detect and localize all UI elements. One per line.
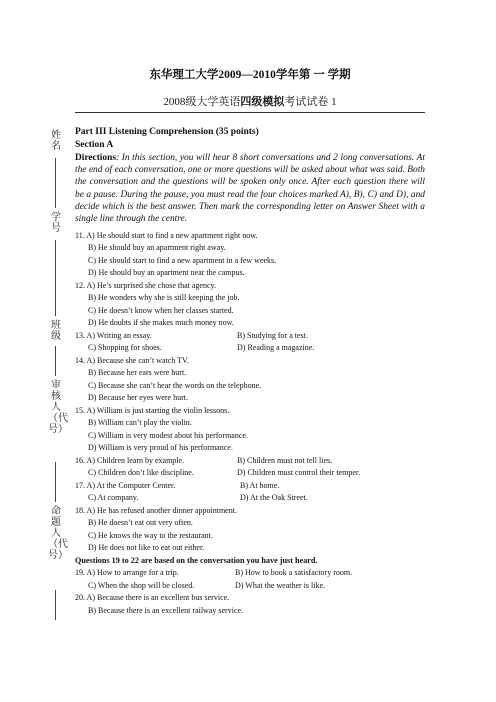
q18-option-a: 18. A) He has refused another dinner appointment. [75,506,237,515]
q18-option-c: C) He knows the way to the restaurant. [88,531,213,540]
q11-option-a: 11. A) He should start to find a new apartment right now. [75,231,258,240]
exam-title: 东华理工大学2009—2010学年第 一 学期 [149,69,351,81]
q19-option-c: C) When the shop will be closed. [88,581,195,590]
margin-label-class: 班级 [51,320,61,342]
subtitle-post: 考试试卷 1 [284,96,337,108]
q17-row-2 [88,493,438,503]
conversation-note: Questions 19 to 22 are based on the conversation you have just heard. [75,556,318,565]
q19-option-a: 19. A) How to arrange for a trip. [75,568,179,577]
margin-label-setter: 命题人（代号） [48,506,68,561]
q13-row-1 [75,331,425,341]
q12-option-c: C) He doesn’t know when her classes started. [88,306,234,315]
q16-option-d: D) Children must control their temper. [237,468,361,477]
subtitle-pre: 2008级大学英语 [163,96,241,108]
q15-option-c: C) William is very modest about his performance. [88,431,248,440]
q17-option-b: B) At home. [240,481,280,490]
margin-label-student-id: 学号 [51,212,61,234]
q17-option-d: D) At the Oak Street. [240,493,308,502]
margin-line [55,240,56,316]
q16-row-2 [88,468,438,478]
margin-line [55,462,56,502]
q16-option-a: 16. A) Children learn by example. [75,456,185,465]
q14-option-d: D) Because her eyes were hurt. [88,393,188,402]
q19-row-2 [88,581,438,591]
directions-lead: Directions [75,153,116,163]
q17-option-c: C) At company. [88,493,139,502]
q17-row-1 [75,481,425,491]
q20-option-b: B) Because there is an excellent railway service. [88,606,244,615]
q13-option-c: C) Shopping for shoes. [88,343,162,352]
exam-subtitle [75,93,425,109]
q16-row-1 [75,456,425,466]
q17-option-a: 17. A) At the Computer Center. [75,481,176,490]
q13-row-2 [88,343,438,353]
margin-line [55,590,56,620]
q16-option-b: B) Children must not tell lies. [237,456,333,465]
margin-label-reviewer: 审核人（代号） [48,380,68,435]
q18-option-b: B) He doesn’t eat out very often. [88,518,193,527]
q11-option-d: D) He should buy an apartment near the campus. [88,268,245,277]
q15-option-d: D) William is very proud of his performance. [88,443,233,452]
section-title: Section A [75,140,114,150]
q19-option-d: D) What the weather is like. [235,581,326,590]
q19-row-1 [75,568,425,578]
q14-option-c: C) Because she can’t hear the words on the telephone. [88,381,262,390]
directions [75,152,425,225]
q13-option-d: D) Reading a magazine. [237,343,315,352]
q16-option-c: C) Children don’t like discipline. [88,468,194,477]
margin-label-name: 姓名 [51,130,61,152]
q13-option-a: 13. A) Writing an essay. [75,331,152,340]
q12-option-d: D) He doubts if she makes much money now. [88,318,234,327]
q11-option-c: C) He should start to find a new apartment in a few weeks. [88,256,277,265]
q18-option-d: D) He does not like to eat out either. [88,543,205,552]
q12-option-b: B) He wonders why she is still keeping the job. [88,293,240,302]
q13-option-b: B) Studying for a test. [237,331,308,340]
q14-option-a: 14. A) Because she can’t watch TV. [75,356,189,365]
q20-option-a: 20. A) Because there is an excellent bus service. [75,593,230,602]
part-title: Part III Listening Comprehension (35 points) [75,127,259,137]
directions-text: : In this section, you will hear 8 short conversations and 2 long conversations. At the end of each conversation, one or more questions will be asked about what was said. Both the conversation and the questions will be spoken only once. After each question there will be a pause. During the pause, you must read the four choices marked A), B), C) and D), and decide which is the best answer. Then mark the corresponding letter on Answer Sheet with a single line through the centre. [75,153,425,225]
q11-option-b: B) He should buy an apartment right away. [88,243,226,252]
q14-option-b: B) Because her ears were hurt. [88,368,187,377]
binding-margin [0,0,72,702]
margin-line [55,346,56,376]
header-rule [75,112,425,113]
q15-option-a: 15. A) William is just starting the violin lessons. [75,406,230,415]
q12-option-a: 12. A) He’s surprised she chose that agency. [75,281,216,290]
margin-line [55,158,56,208]
q15-option-b: B) William can’t play the violin. [88,418,192,427]
subtitle-bold: 四级模拟 [240,96,285,108]
q19-option-b: B) How to book a satisfactory room. [235,568,353,577]
